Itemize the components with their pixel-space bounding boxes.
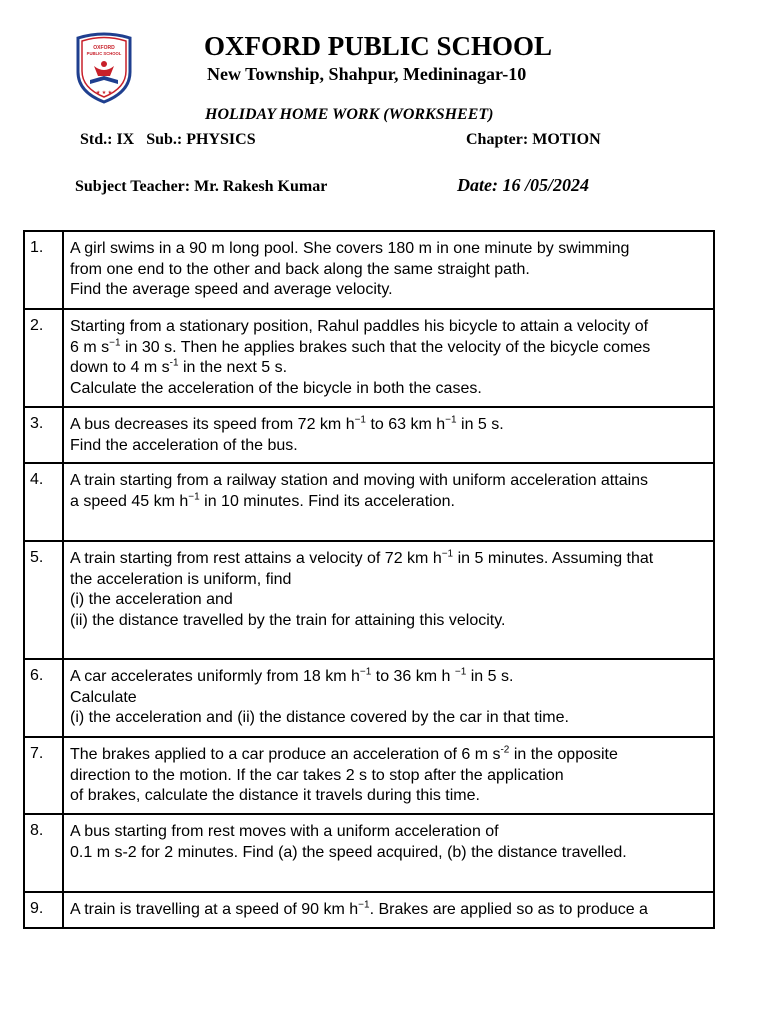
question-line: A train starting from a railway station and moving with uniform acceleration attains	[70, 472, 649, 490]
question-text	[63, 659, 714, 737]
question-line: Calculate	[70, 688, 137, 706]
question-number: 5.	[24, 541, 63, 659]
question-text	[63, 231, 714, 309]
question-row	[24, 659, 714, 737]
question-number: 8.	[24, 814, 63, 892]
question-line: from one end to the other and back along the same straight path.	[70, 260, 530, 278]
question-line: A girl swims in a 90 m long pool. She covers 180 m in one minute by swimming	[70, 240, 630, 257]
question-row	[24, 407, 714, 463]
question-line: A bus starting from rest moves with a uniform acceleration of	[70, 823, 499, 841]
question-number: 9.	[24, 892, 63, 928]
question-line: of brakes, calculate the distance it travels during this time.	[70, 787, 480, 805]
question-line: Find the average speed and average velocity.	[70, 281, 393, 299]
question-line: 6 m $s^{-1}$ in 30 s. Then he applies brakes such that the velocity of the bicycle comes	[70, 337, 651, 356]
question-line: (ii) the distance travelled by the train for attaining this velocity.	[70, 611, 506, 629]
svg-text:★ ★ ★: ★ ★ ★	[95, 90, 113, 96]
question-row	[24, 231, 714, 309]
question-text	[63, 463, 714, 541]
school-name: OXFORD PUBLIC SCHOOL	[204, 31, 553, 61]
worksheet-title: HOLIDAY HOME WORK (WORKSHEET)	[205, 106, 494, 123]
questions-table	[23, 230, 715, 929]
question-number: 3.	[24, 407, 63, 463]
question-line: a speed 45 km $h^{-1}$ in 10 minutes. Find its acceleration.	[70, 491, 455, 510]
logo-text-top: OXFORD	[93, 45, 115, 51]
date-label: Date: 16 /05/2024	[457, 175, 589, 195]
question-line: Find the acceleration of the bus.	[70, 436, 298, 454]
question-line: A car accelerates uniformly from 18 km $h^{-1}$ to 36 km h $^{-1}$ in 5 s.	[70, 666, 514, 686]
question-line: The brakes applied to a car produce an acceleration of 6 m $s^{-2}$ in the opposite	[70, 744, 618, 764]
question-text	[63, 892, 714, 928]
question-line: (i) the acceleration and (ii) the distance covered by the car in that time.	[70, 709, 569, 727]
question-number: 4.	[24, 463, 63, 541]
question-line: the acceleration is uniform, find	[70, 570, 292, 588]
question-text	[63, 309, 714, 407]
school-address: New Township, Shahpur, Medininagar-10	[207, 64, 527, 84]
question-number: 7.	[24, 737, 63, 814]
question-row	[24, 463, 714, 541]
question-line: direction to the motion. If the car takes 2 s to stop after the application	[70, 766, 564, 784]
chapter-label: Chapter: MOTION	[466, 131, 601, 148]
question-line: A bus decreases its speed from 72 km $h^{-1}$ to 63 km $h^{-1}$ in 5 s.	[70, 414, 504, 433]
question-text	[63, 737, 714, 814]
question-line: Calculate the acceleration of the bicycle in both the cases.	[70, 379, 482, 397]
question-line: A train starting from rest attains a velocity of 72 km $h^{-1}$ in 5 minutes. Assuming that	[70, 548, 654, 568]
question-number: 1.	[24, 231, 63, 309]
question-number: 6.	[24, 659, 63, 737]
question-row	[24, 309, 714, 407]
std-subject: Std.: IX Sub.: PHYSICS	[80, 131, 256, 148]
teacher-label: Subject Teacher: Mr. Rakesh Kumar	[75, 178, 328, 195]
logo-text-mid: PUBLIC SCHOOL	[86, 51, 122, 56]
question-text	[63, 541, 714, 659]
question-text	[63, 407, 714, 463]
question-text	[63, 814, 714, 892]
question-row	[24, 814, 714, 892]
question-row	[24, 541, 714, 659]
question-row	[24, 892, 714, 928]
question-line: (i) the acceleration and	[70, 591, 233, 609]
question-line: 0.1 m s-2 for 2 minutes. Find (a) the speed acquired, (b) the distance travelled.	[70, 843, 627, 861]
question-number: 2.	[24, 309, 63, 407]
question-line: A train is travelling at a speed of 90 km $h^{-1}$. Brakes are applied so as to produce a	[70, 899, 648, 919]
question-row	[24, 737, 714, 814]
question-line: down to 4 m $s^{-1}$ in the next 5 s.	[70, 357, 288, 377]
question-line: Starting from a stationary position, Rahul paddles his bicycle to attain a velocity of	[70, 318, 649, 335]
school-logo	[72, 32, 136, 104]
